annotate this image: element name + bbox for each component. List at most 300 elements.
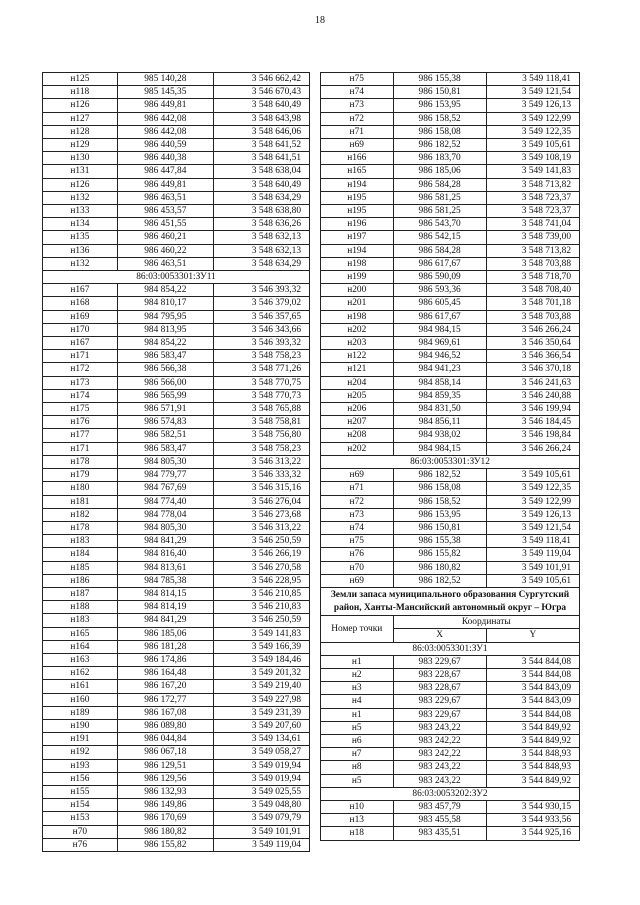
coordinates-header: Координаты bbox=[393, 616, 579, 629]
y-coordinate-cell: 3 548 758,23 bbox=[213, 350, 309, 363]
y-coordinate-cell: 3 549 121,54 bbox=[486, 86, 579, 99]
point-number-cell: н172 bbox=[43, 363, 118, 376]
point-number-cell: н135 bbox=[43, 231, 118, 244]
y-coordinate-cell: 3 549 118,41 bbox=[486, 73, 579, 86]
x-coordinate-cell: 983 243,22 bbox=[393, 761, 486, 774]
point-number-cell: н183 bbox=[43, 535, 118, 548]
y-coordinate-cell: 3 549 025,55 bbox=[213, 785, 309, 798]
x-coordinate-cell: 986 566,00 bbox=[117, 376, 213, 389]
point-number-cell: н70 bbox=[43, 825, 118, 838]
section-row bbox=[43, 271, 310, 284]
point-number-cell: н18 bbox=[321, 827, 394, 840]
y-coordinate-cell: 3 548 765,88 bbox=[213, 403, 309, 416]
x-coordinate-cell: 984 854,22 bbox=[117, 284, 213, 297]
point-number-cell: н163 bbox=[43, 653, 118, 666]
x-coordinate-cell: 986 617,67 bbox=[393, 257, 486, 270]
y-coordinate-cell: 3 544 925,16 bbox=[486, 827, 579, 840]
y-coordinate-cell: 3 546 210,83 bbox=[213, 601, 309, 614]
x-coordinate-cell: 986 581,25 bbox=[393, 205, 486, 218]
table-row bbox=[43, 455, 310, 468]
point-number-cell: н179 bbox=[43, 469, 118, 482]
table-row bbox=[43, 152, 310, 165]
x-coordinate-cell: 985 140,28 bbox=[117, 73, 213, 86]
point-number-cell: н71 bbox=[321, 125, 394, 138]
table-row bbox=[321, 205, 580, 218]
table-row bbox=[321, 521, 580, 534]
y-coordinate-cell: 3 546 270,58 bbox=[213, 561, 309, 574]
y-coordinate-cell: 3 546 357,65 bbox=[213, 310, 309, 323]
point-number-cell: н176 bbox=[43, 416, 118, 429]
x-coordinate-cell: 986 172,77 bbox=[117, 693, 213, 706]
y-coordinate-cell: 3 549 105,61 bbox=[486, 574, 579, 587]
y-coordinate-cell: 3 548 643,98 bbox=[213, 112, 309, 125]
y-coordinate-cell: 3 546 662,42 bbox=[213, 73, 309, 86]
y-coordinate-cell: 3 548 723,37 bbox=[486, 191, 579, 204]
table-row bbox=[321, 442, 580, 455]
point-number-cell: н131 bbox=[43, 165, 118, 178]
point-number-cell: н200 bbox=[321, 284, 394, 297]
point-number-cell: н10 bbox=[321, 800, 394, 813]
table-row bbox=[321, 708, 580, 721]
x-coordinate-cell: 983 457,79 bbox=[393, 800, 486, 813]
y-coordinate-cell: 3 548 756,80 bbox=[213, 429, 309, 442]
x-coordinate-cell: 986 155,38 bbox=[393, 535, 486, 548]
y-coordinate-cell: 3 546 276,04 bbox=[213, 495, 309, 508]
x-coordinate-cell: 986 574,83 bbox=[117, 416, 213, 429]
y-coordinate-cell: 3 549 019,94 bbox=[213, 772, 309, 785]
point-number-cell: н74 bbox=[321, 521, 394, 534]
point-number-cell: н156 bbox=[43, 772, 118, 785]
table-row bbox=[43, 667, 310, 680]
y-coordinate-cell: 3 548 713,82 bbox=[486, 178, 579, 191]
point-number-cell: н165 bbox=[43, 627, 118, 640]
table-row bbox=[43, 614, 310, 627]
table-row bbox=[321, 508, 580, 521]
x-coordinate-cell: 986 460,22 bbox=[117, 244, 213, 257]
y-coordinate-cell: 3 544 930,15 bbox=[486, 800, 579, 813]
y-coordinate-cell: 3 544 844,08 bbox=[486, 708, 579, 721]
y-coordinate-cell: 3 546 199,94 bbox=[486, 403, 579, 416]
point-number-cell: н194 bbox=[321, 178, 394, 191]
table-row bbox=[43, 746, 310, 759]
table-row bbox=[321, 668, 580, 681]
table-row bbox=[43, 799, 310, 812]
table-row bbox=[43, 310, 310, 323]
y-coordinate-cell: 3 546 393,32 bbox=[213, 284, 309, 297]
table-row bbox=[321, 310, 580, 323]
table-row bbox=[43, 376, 310, 389]
y-coordinate-cell: 3 544 933,56 bbox=[486, 814, 579, 827]
table-row bbox=[43, 838, 310, 851]
y-coordinate-cell: 3 548 703,88 bbox=[486, 310, 579, 323]
x-coordinate-cell: 986 449,81 bbox=[117, 99, 213, 112]
x-coordinate-cell: 986 181,28 bbox=[117, 640, 213, 653]
x-coordinate-cell: 984 774,40 bbox=[117, 495, 213, 508]
point-number-cell: н73 bbox=[321, 99, 394, 112]
point-number-cell: н162 bbox=[43, 667, 118, 680]
y-coordinate-cell: 3 546 228,95 bbox=[213, 574, 309, 587]
x-coordinate-cell: 985 145,35 bbox=[117, 86, 213, 99]
table-row bbox=[43, 403, 310, 416]
x-coordinate-cell: 984 813,95 bbox=[117, 323, 213, 336]
table-row bbox=[321, 125, 580, 138]
y-coordinate-cell: 3 546 350,64 bbox=[486, 337, 579, 350]
point-number-cell: н192 bbox=[43, 746, 118, 759]
y-coordinate-cell: 3 544 843,09 bbox=[486, 682, 579, 695]
point-number-cell: н197 bbox=[321, 231, 394, 244]
point-number-cell: н208 bbox=[321, 429, 394, 442]
x-coordinate-cell: 984 814,19 bbox=[117, 601, 213, 614]
coordinates-table-left bbox=[42, 72, 310, 852]
table-row bbox=[43, 297, 310, 310]
y-coordinate-cell: 3 548 703,88 bbox=[486, 257, 579, 270]
page-number: 18 bbox=[315, 15, 325, 26]
point-number-cell: н190 bbox=[43, 719, 118, 732]
x-coordinate-cell: 984 816,40 bbox=[117, 548, 213, 561]
table-row bbox=[321, 73, 580, 86]
point-number-cell: н181 bbox=[43, 495, 118, 508]
y-coordinate-cell: 3 548 632,13 bbox=[213, 231, 309, 244]
point-number-cell: н169 bbox=[43, 310, 118, 323]
table-row bbox=[43, 574, 310, 587]
x-coordinate-cell: 986 449,81 bbox=[117, 178, 213, 191]
point-number-cell: н171 bbox=[43, 350, 118, 363]
table-row bbox=[43, 693, 310, 706]
table-row bbox=[43, 416, 310, 429]
x-coordinate-cell: 984 841,29 bbox=[117, 614, 213, 627]
table-row bbox=[321, 827, 580, 840]
cadastral-number-heading: 86:03:0053202:ЗУ2 bbox=[321, 787, 580, 800]
y-coordinate-cell: 3 549 126,13 bbox=[486, 508, 579, 521]
table-row bbox=[43, 86, 310, 99]
table-row bbox=[321, 682, 580, 695]
table-row bbox=[321, 191, 580, 204]
table-row bbox=[43, 759, 310, 772]
x-coordinate-cell: 984 984,15 bbox=[393, 442, 486, 455]
table-row bbox=[43, 482, 310, 495]
y-coordinate-cell: 3 549 122,35 bbox=[486, 482, 579, 495]
table-row bbox=[321, 218, 580, 231]
y-coordinate-cell: 3 549 207,60 bbox=[213, 719, 309, 732]
point-number-cell: н167 bbox=[43, 337, 118, 350]
x-coordinate-cell: 986 440,38 bbox=[117, 152, 213, 165]
y-coordinate-cell: 3 546 315,16 bbox=[213, 482, 309, 495]
x-coordinate-cell: 984 938,02 bbox=[393, 429, 486, 442]
point-number-cell: н125 bbox=[43, 73, 118, 86]
x-coordinate-cell: 986 158,52 bbox=[393, 495, 486, 508]
table-row bbox=[321, 548, 580, 561]
table-row bbox=[321, 695, 580, 708]
point-number-cell: н128 bbox=[43, 125, 118, 138]
point-number-cell: н166 bbox=[321, 152, 394, 165]
table-row bbox=[43, 653, 310, 666]
point-number-cell: н199 bbox=[321, 271, 394, 284]
y-coordinate-cell: 3 546 198,84 bbox=[486, 429, 579, 442]
point-number-cell: н205 bbox=[321, 389, 394, 402]
table-row bbox=[43, 548, 310, 561]
x-coordinate-cell: 986 158,08 bbox=[393, 482, 486, 495]
y-coordinate-cell: 3 546 266,19 bbox=[213, 548, 309, 561]
table-row bbox=[321, 86, 580, 99]
x-coordinate-cell: 984 767,69 bbox=[117, 482, 213, 495]
x-coordinate-cell: 986 182,52 bbox=[393, 574, 486, 587]
x-coordinate-cell: 984 810,17 bbox=[117, 297, 213, 310]
x-coordinate-cell: 986 167,08 bbox=[117, 706, 213, 719]
table-row bbox=[321, 152, 580, 165]
x-coordinate-cell: 986 185,06 bbox=[117, 627, 213, 640]
x-coordinate-cell: 986 158,08 bbox=[393, 125, 486, 138]
point-number-cell: н198 bbox=[321, 257, 394, 270]
x-coordinate-cell: 983 243,22 bbox=[393, 774, 486, 787]
point-number-cell: н202 bbox=[321, 442, 394, 455]
y-coordinate-cell: 3 549 134,61 bbox=[213, 733, 309, 746]
table-row bbox=[43, 719, 310, 732]
section-row bbox=[321, 455, 580, 468]
table-row bbox=[321, 284, 580, 297]
x-coordinate-cell: 986 174,86 bbox=[117, 653, 213, 666]
x-coordinate-cell: 986 155,82 bbox=[117, 838, 213, 851]
cadastral-number-heading: 86:03:0053301:ЗУ1 bbox=[321, 642, 580, 655]
y-coordinate-cell: 3 546 333,32 bbox=[213, 469, 309, 482]
table-row bbox=[321, 561, 580, 574]
y-coordinate-cell: 3 548 758,81 bbox=[213, 416, 309, 429]
y-coordinate-cell: 3 549 122,99 bbox=[486, 495, 579, 508]
x-coordinate-cell: 984 984,15 bbox=[393, 323, 486, 336]
x-coordinate-cell: 984 946,52 bbox=[393, 350, 486, 363]
x-coordinate-cell: 983 229,67 bbox=[393, 655, 486, 668]
table-row bbox=[43, 284, 310, 297]
section-row bbox=[321, 787, 580, 800]
x-coordinate-cell: 986 571,91 bbox=[117, 403, 213, 416]
table-row bbox=[43, 733, 310, 746]
y-coordinate-cell: 3 544 849,92 bbox=[486, 734, 579, 747]
x-coordinate-cell: 986 583,47 bbox=[117, 350, 213, 363]
x-coordinate-cell: 986 543,70 bbox=[393, 218, 486, 231]
x-coordinate-cell: 986 180,82 bbox=[117, 825, 213, 838]
x-coordinate-cell: 986 582,51 bbox=[117, 429, 213, 442]
point-number-cell: н72 bbox=[321, 112, 394, 125]
x-coordinate-cell: 984 805,30 bbox=[117, 455, 213, 468]
point-number-cell: н122 bbox=[321, 350, 394, 363]
table-row bbox=[43, 706, 310, 719]
y-coordinate-cell: 3 549 122,99 bbox=[486, 112, 579, 125]
y-coordinate-cell: 3 548 771,26 bbox=[213, 363, 309, 376]
point-number-cell: н126 bbox=[43, 99, 118, 112]
x-coordinate-cell: 986 581,25 bbox=[393, 191, 486, 204]
point-number-cell: н74 bbox=[321, 86, 394, 99]
table-row bbox=[43, 561, 310, 574]
table-row bbox=[321, 495, 580, 508]
table-row bbox=[43, 231, 310, 244]
point-number-cell: н127 bbox=[43, 112, 118, 125]
y-coordinate-cell: 3 546 266,24 bbox=[486, 323, 579, 336]
table-row bbox=[321, 231, 580, 244]
point-number-cell: н174 bbox=[43, 389, 118, 402]
table-row bbox=[321, 734, 580, 747]
point-number-cell: н4 bbox=[321, 695, 394, 708]
point-number-cell: н185 bbox=[43, 561, 118, 574]
table-row bbox=[43, 350, 310, 363]
table-row bbox=[321, 112, 580, 125]
y-coordinate-cell: 3 549 119,04 bbox=[213, 838, 309, 851]
y-coordinate-cell: 3 548 641,51 bbox=[213, 152, 309, 165]
point-number-cell: н75 bbox=[321, 73, 394, 86]
y-coordinate-cell: 3 544 849,92 bbox=[486, 721, 579, 734]
point-number-cell: н7 bbox=[321, 748, 394, 761]
x-coordinate-cell: 986 442,08 bbox=[117, 112, 213, 125]
point-number-cell: н182 bbox=[43, 508, 118, 521]
x-coordinate-cell: 986 155,82 bbox=[393, 548, 486, 561]
table-row bbox=[43, 535, 310, 548]
x-coordinate-cell: 984 805,30 bbox=[117, 521, 213, 534]
point-number-cell: н76 bbox=[43, 838, 118, 851]
y-coordinate-cell: 3 549 184,46 bbox=[213, 653, 309, 666]
point-number-cell: н132 bbox=[43, 257, 118, 270]
table-row bbox=[321, 178, 580, 191]
y-coordinate-cell: 3 546 393,32 bbox=[213, 337, 309, 350]
table-row bbox=[43, 785, 310, 798]
x-coordinate-cell: 986 566,38 bbox=[117, 363, 213, 376]
point-number-cell: н1 bbox=[321, 655, 394, 668]
table-row bbox=[321, 429, 580, 442]
table-row bbox=[43, 442, 310, 455]
table-row bbox=[321, 297, 580, 310]
y-coordinate-cell: 3 544 849,92 bbox=[486, 774, 579, 787]
y-coordinate-cell: 3 544 844,08 bbox=[486, 668, 579, 681]
table-row bbox=[43, 495, 310, 508]
x-coordinate-cell: 986 149,86 bbox=[117, 799, 213, 812]
x-coordinate-cell: 984 969,61 bbox=[393, 337, 486, 350]
point-number-cell: н203 bbox=[321, 337, 394, 350]
point-number-cell: н186 bbox=[43, 574, 118, 587]
table-row bbox=[321, 814, 580, 827]
table-row bbox=[43, 99, 310, 112]
table-row bbox=[321, 655, 580, 668]
x-coordinate-cell: 986 617,67 bbox=[393, 310, 486, 323]
x-coordinate-cell: 984 813,61 bbox=[117, 561, 213, 574]
table-row bbox=[321, 99, 580, 112]
table-row bbox=[321, 323, 580, 336]
y-coordinate-cell: 3 546 240,88 bbox=[486, 389, 579, 402]
y-coordinate-cell: 3 544 844,08 bbox=[486, 655, 579, 668]
table-row bbox=[43, 601, 310, 614]
point-number-cell: н202 bbox=[321, 323, 394, 336]
x-coordinate-cell: 986 584,28 bbox=[393, 178, 486, 191]
table-row bbox=[321, 403, 580, 416]
x-coordinate-cell: 986 150,81 bbox=[393, 86, 486, 99]
x-coordinate-cell: 986 453,57 bbox=[117, 205, 213, 218]
y-coordinate-cell: 3 544 848,93 bbox=[486, 761, 579, 774]
point-number-cell: н164 bbox=[43, 640, 118, 653]
y-coordinate-cell: 3 548 640,49 bbox=[213, 99, 309, 112]
point-number-cell: н70 bbox=[321, 561, 394, 574]
point-number-cell: н207 bbox=[321, 416, 394, 429]
x-coordinate-cell: 986 180,82 bbox=[393, 561, 486, 574]
y-header: Y bbox=[486, 629, 579, 642]
table-row bbox=[43, 178, 310, 191]
y-coordinate-cell: 3 548 638,80 bbox=[213, 205, 309, 218]
point-number-cell: н180 bbox=[43, 482, 118, 495]
x-coordinate-cell: 984 841,29 bbox=[117, 535, 213, 548]
point-number-cell: н184 bbox=[43, 548, 118, 561]
table-row bbox=[43, 587, 310, 600]
table-row bbox=[43, 825, 310, 838]
point-number-cell: н178 bbox=[43, 455, 118, 468]
point-number-cell: н177 bbox=[43, 429, 118, 442]
table-row bbox=[321, 761, 580, 774]
table-row bbox=[321, 363, 580, 376]
x-coordinate-cell: 986 170,69 bbox=[117, 812, 213, 825]
point-number-cell: н73 bbox=[321, 508, 394, 521]
point-number-cell: н204 bbox=[321, 376, 394, 389]
y-coordinate-cell: 3 549 122,35 bbox=[486, 125, 579, 138]
point-number-cell: н121 bbox=[321, 363, 394, 376]
table-row bbox=[321, 350, 580, 363]
table-row bbox=[43, 627, 310, 640]
point-number-cell: н175 bbox=[43, 403, 118, 416]
y-coordinate-cell: 3 549 121,54 bbox=[486, 521, 579, 534]
x-header: X bbox=[393, 629, 486, 642]
x-coordinate-cell: 984 779,77 bbox=[117, 469, 213, 482]
x-coordinate-cell: 986 044,84 bbox=[117, 733, 213, 746]
point-number-cell: н187 bbox=[43, 587, 118, 600]
x-coordinate-cell: 986 447,84 bbox=[117, 165, 213, 178]
y-coordinate-cell: 3 546 273,68 bbox=[213, 508, 309, 521]
table-row bbox=[321, 389, 580, 402]
x-coordinate-cell: 986 129,51 bbox=[117, 759, 213, 772]
y-coordinate-cell: 3 548 718,70 bbox=[486, 271, 579, 284]
point-number-cell: н193 bbox=[43, 759, 118, 772]
point-number-cell: н134 bbox=[43, 218, 118, 231]
y-coordinate-cell: 3 549 101,91 bbox=[486, 561, 579, 574]
section-row bbox=[321, 642, 580, 655]
y-coordinate-cell: 3 544 848,93 bbox=[486, 748, 579, 761]
x-coordinate-cell: 983 242,22 bbox=[393, 748, 486, 761]
table-row bbox=[43, 337, 310, 350]
table-row bbox=[321, 574, 580, 587]
point-number-cell: н136 bbox=[43, 244, 118, 257]
table-row bbox=[321, 469, 580, 482]
point-number-cell: н195 bbox=[321, 205, 394, 218]
x-coordinate-cell: 984 858,14 bbox=[393, 376, 486, 389]
y-coordinate-cell: 3 548 640,49 bbox=[213, 178, 309, 191]
point-number-cell: н183 bbox=[43, 614, 118, 627]
y-coordinate-cell: 3 549 141,83 bbox=[213, 627, 309, 640]
table-row bbox=[43, 469, 310, 482]
y-coordinate-cell: 3 544 843,09 bbox=[486, 695, 579, 708]
x-coordinate-cell: 986 164,48 bbox=[117, 667, 213, 680]
x-coordinate-cell: 986 463,51 bbox=[117, 191, 213, 204]
y-coordinate-cell: 3 549 105,61 bbox=[486, 139, 579, 152]
table-row bbox=[43, 521, 310, 534]
y-coordinate-cell: 3 548 632,13 bbox=[213, 244, 309, 257]
point-number-cell: н173 bbox=[43, 376, 118, 389]
y-coordinate-cell: 3 546 379,02 bbox=[213, 297, 309, 310]
point-number-cell: н178 bbox=[43, 521, 118, 534]
y-coordinate-cell: 3 549 219,40 bbox=[213, 680, 309, 693]
x-coordinate-cell: 986 167,20 bbox=[117, 680, 213, 693]
point-number-cell: н130 bbox=[43, 152, 118, 165]
table-row bbox=[43, 73, 310, 86]
x-coordinate-cell: 986 185,06 bbox=[393, 165, 486, 178]
point-number-cell: н153 bbox=[43, 812, 118, 825]
x-coordinate-cell: 986 605,45 bbox=[393, 297, 486, 310]
x-coordinate-cell: 986 440,59 bbox=[117, 139, 213, 152]
x-coordinate-cell: 983 229,67 bbox=[393, 708, 486, 721]
point-number-cell: н6 bbox=[321, 734, 394, 747]
y-coordinate-cell: 3 548 713,82 bbox=[486, 244, 579, 257]
y-coordinate-cell: 3 546 370,18 bbox=[486, 363, 579, 376]
